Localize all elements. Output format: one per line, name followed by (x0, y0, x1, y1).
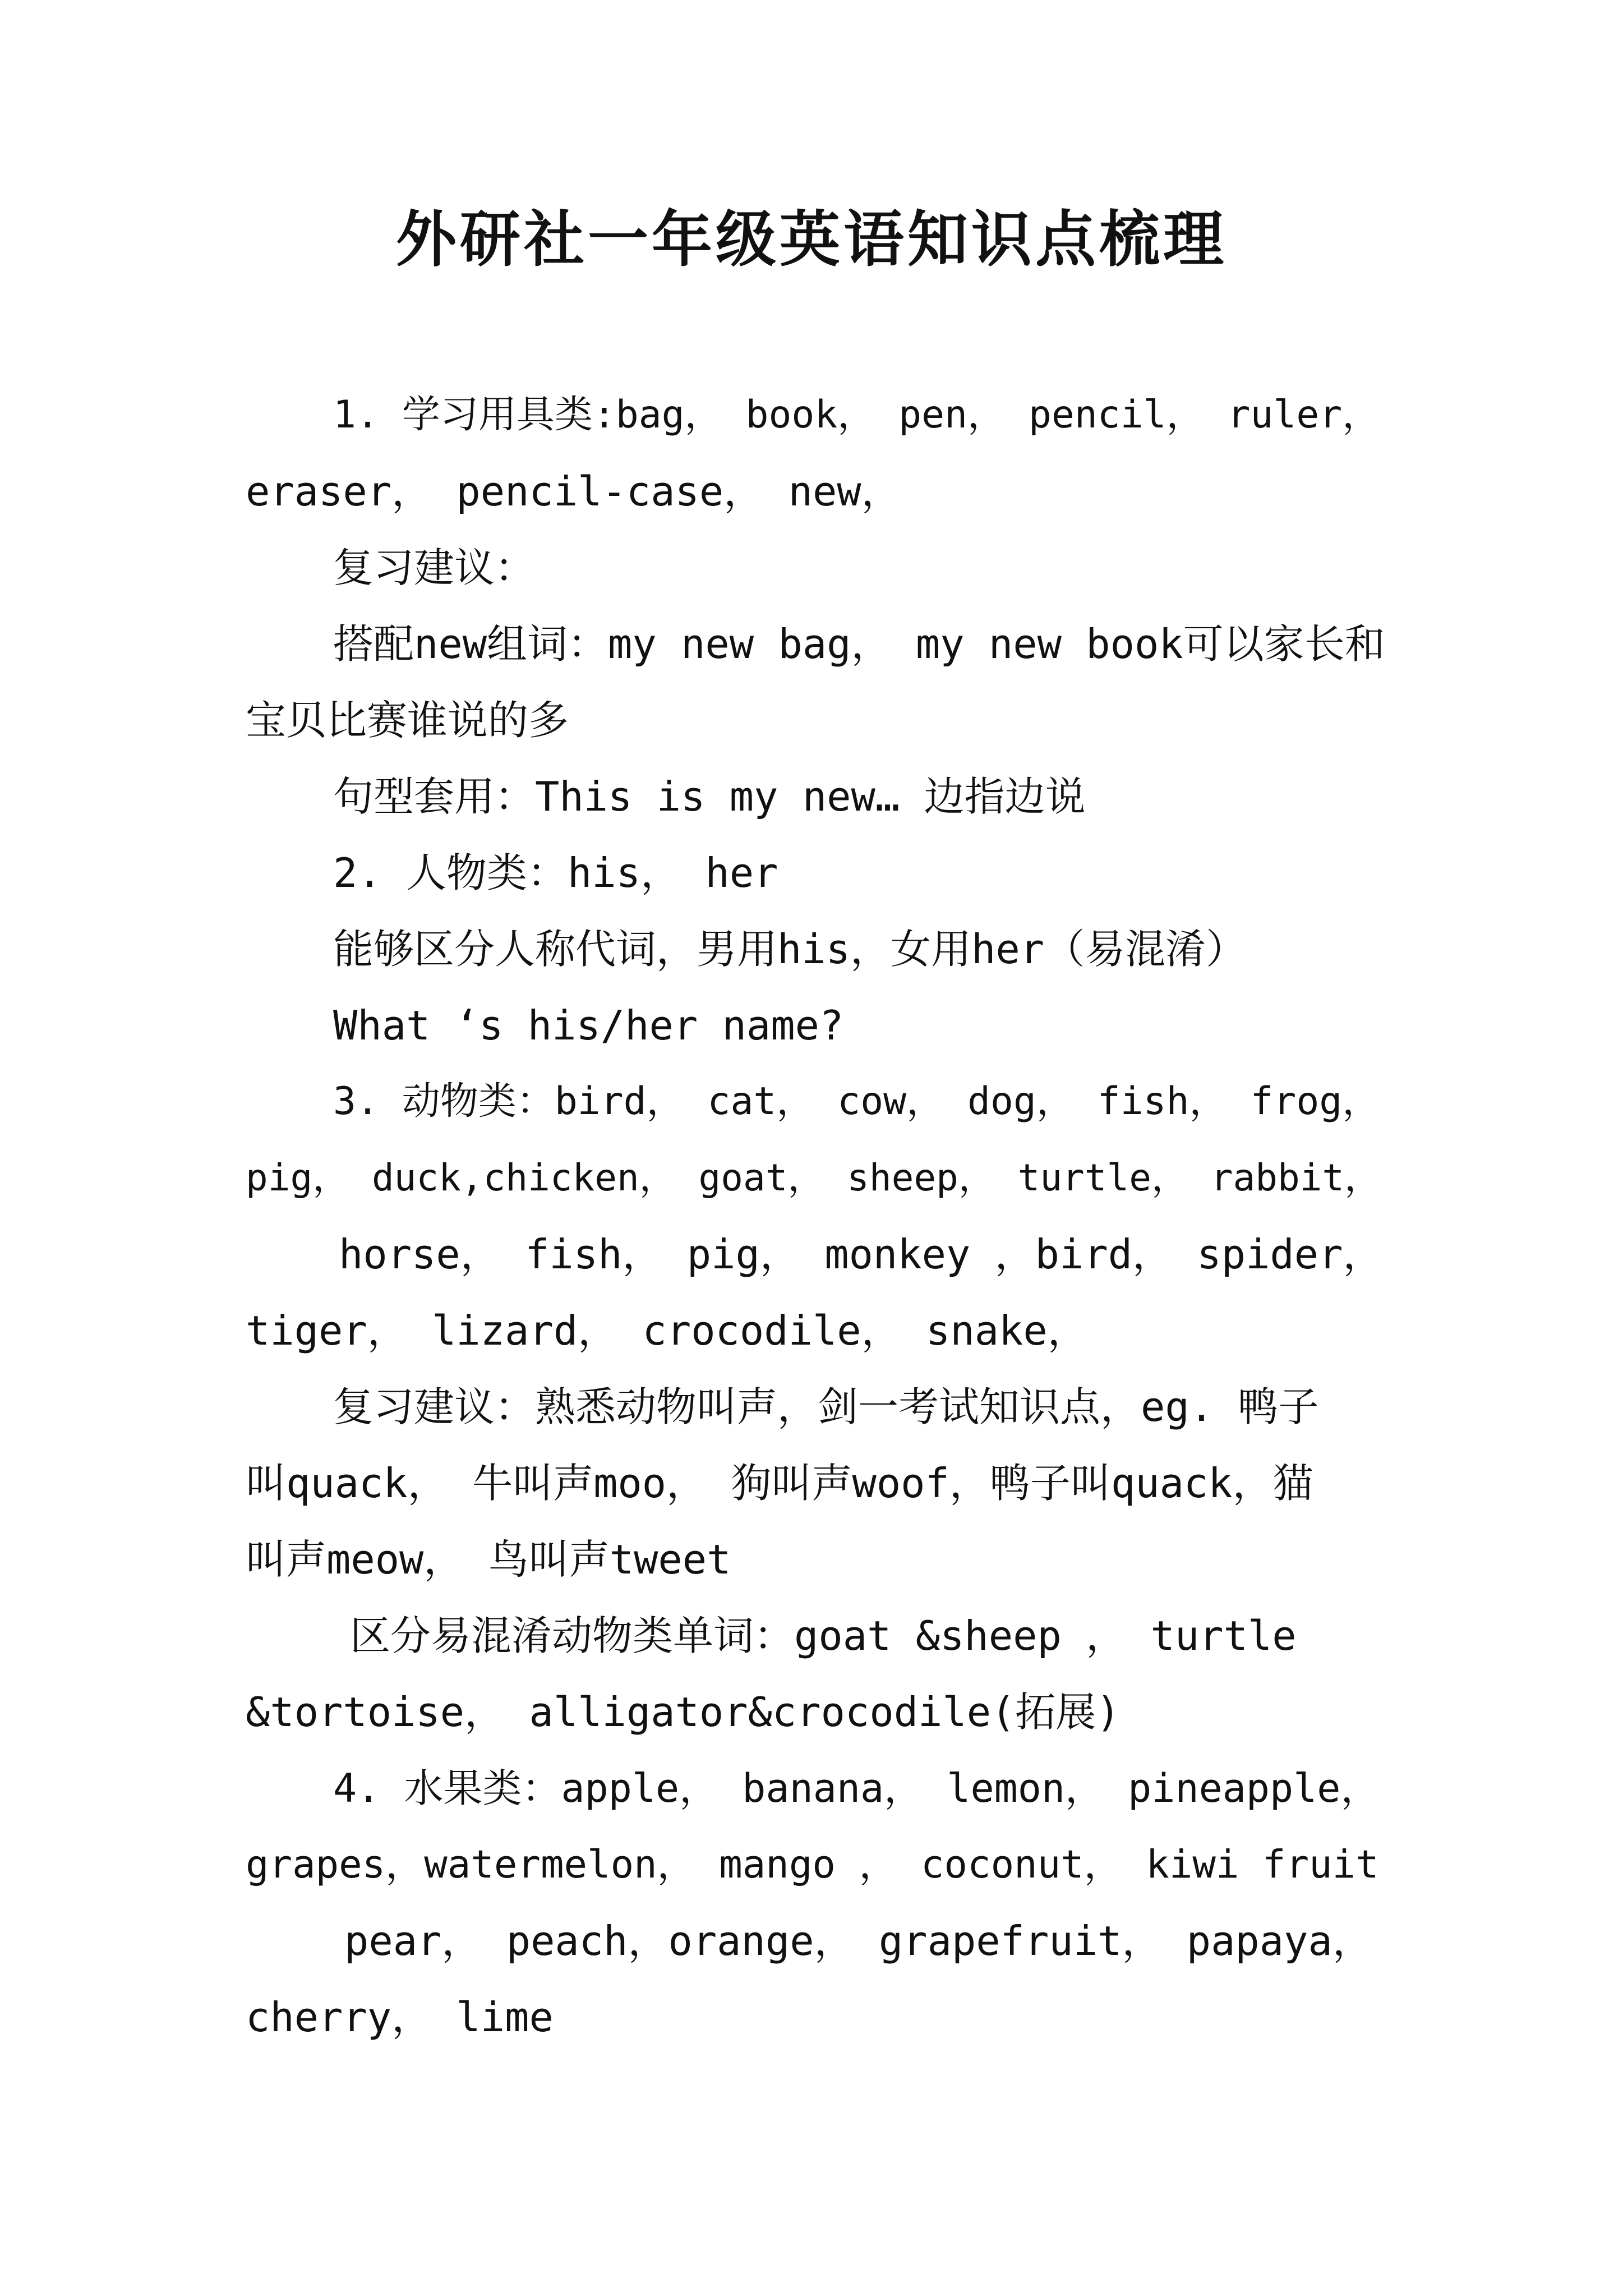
text-line: horse， fish， pig， monkey ，bird， spider， (339, 1231, 1384, 1278)
text-line: 复习建议： (333, 544, 536, 591)
document-title: 外研社一年级英语知识点梳理 (395, 205, 1227, 275)
text-line: eraser， pencil-case， new， (246, 468, 902, 515)
text-line: pig， duck,chicken， goat， sheep， turtle， rabbit， (246, 1156, 1382, 1199)
text-line: 区分易混淆动物类单词：goat &sheep ， turtle (350, 1612, 1297, 1659)
text-line: 3. 动物类：bird， cat， cow， dog， fish， frog， (333, 1079, 1381, 1124)
text-line: 叫quack， 牛叫声moo， 狗叫声woof，鸭子叫quack，猫 (246, 1460, 1313, 1507)
text-line: 1. 学习用具类:bag， book， pen， pencil， ruler， (333, 393, 1381, 437)
text-line: 4. 水果类：apple， banana， lemon， pineapple， (333, 1765, 1380, 1811)
text-line: 2. 人物类：his， her (333, 849, 778, 896)
text-line: 能够区分人称代词，男用his，女用her（易混淆） (333, 926, 1247, 973)
text-line: 搭配new组词：my new bag， my new book可以家长和 (333, 620, 1385, 668)
text-line: 叫声meow， 鸟叫声tweet (246, 1536, 731, 1583)
text-line: cherry， lime (246, 1994, 554, 2041)
text-line: &tortoise， alligator&crocodile(拓展) (246, 1688, 1121, 1736)
text-line: tiger， lizard， crocodile， snake， (246, 1307, 1088, 1354)
text-line: What ‘s his/her name? (333, 1002, 844, 1049)
text-line: 句型套用：This is my new… 边指边说 (333, 773, 1086, 820)
text-line: 复习建议：熟悉动物叫声，剑一考试知识点，eg. 鸭子 (333, 1383, 1319, 1430)
text-line: 宝贝比赛谁说的多 (246, 697, 569, 744)
text-line: grapes，watermelon， mango ， coconut， kiwi fruit (246, 1842, 1379, 1887)
text-line: pear， peach，orange， grapefruit， papaya， (344, 1917, 1373, 1964)
